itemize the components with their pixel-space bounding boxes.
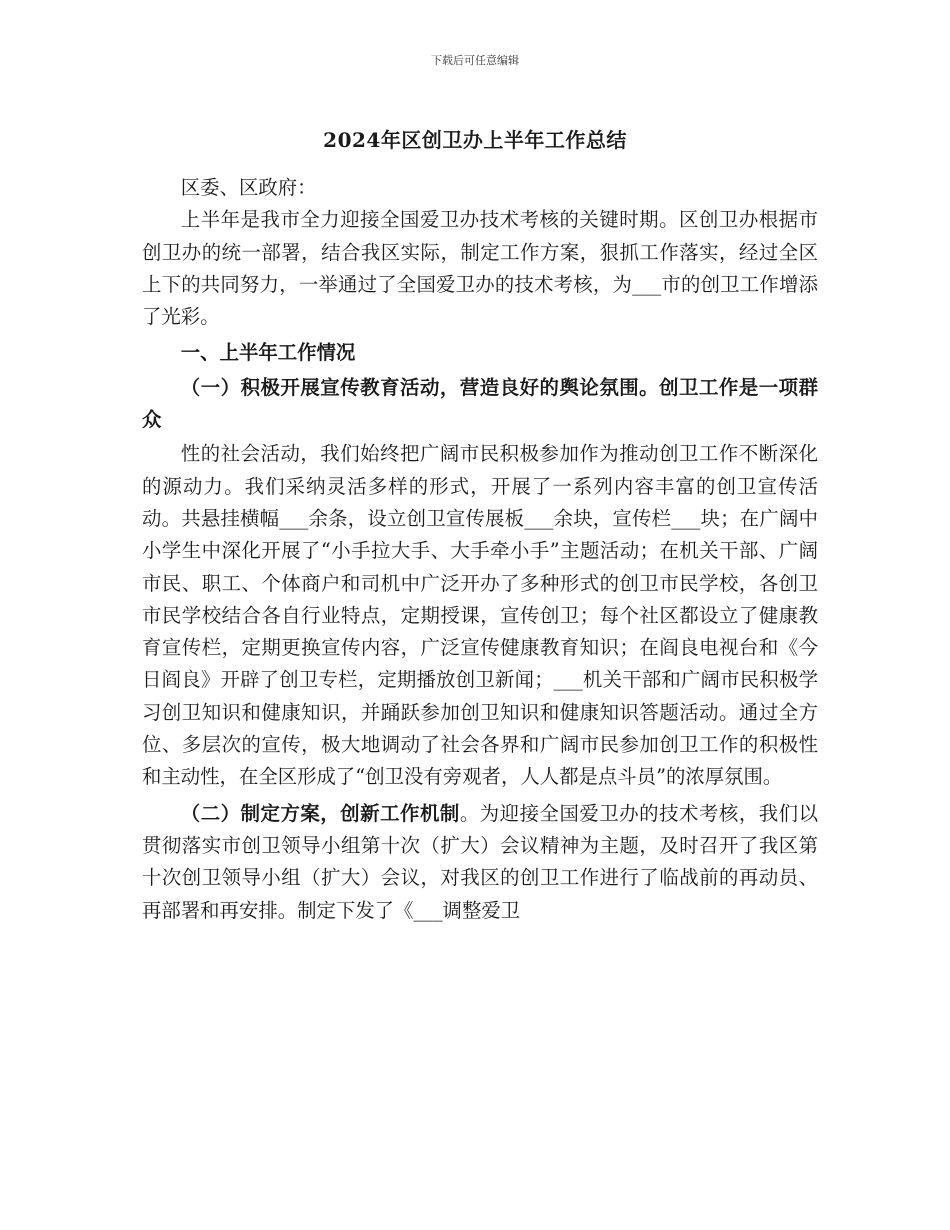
subsection-body-1: 性的社会活动，我们始终把广阔市民积极参加作为推动创卫工作不断深化的源动力。我们采纳灵活多样的形式，开展了一系列内容丰富的创卫宣传活动。共悬挂横幅___余条，设立创卫宣传展板___余块，宣传栏___块；在广阔中小学生中深化开展了“小手拉大手、大手牵小手”主题活动；在机关干部、广阔市民、职工、个体商户和司机中广泛开办了多种形式的创卫市民学校，各创卫市民学校结合各自行业特点，定期授课，宣传创卫；每个社区都设立了健康教育宣传栏，定期更换宣传内容，广泛宣传健康教育知识；在阎良电视台和《今日阎良》开辟了创卫专栏，定期播放创卫新闻；___机关干部和广阔市民积极学习创卫知识和健康知识，并踊跃参加创卫知识和健康知识答题活动。通过全方位、多层次的宣传，极大地调动了社会各界和广阔市民参加创卫工作的积极性和主动性，在全区形成了“创卫没有旁观者，人人都是点斗员”的浓厚氛围。 [142, 442, 818, 789]
subsection-paragraph-2 [142, 798, 818, 927]
salutation: 区委、区政府： [180, 176, 317, 199]
document-body [142, 172, 818, 927]
document-title: 2024年区创卫办上半年工作总结 [323, 128, 627, 152]
intro-paragraph: 上半年是我市全力迎接全国爱卫办技术考核的关键时期。区创卫办根据市创卫办的统一部署，结合我区实际，制定工作方案，狠抓工作落实，经过全区上下的共同努力，一举通过了全国爱卫办的技术考核，为___市的创卫工作增添了光彩。 [142, 208, 818, 329]
header-note: 下载后可任意编辑 [431, 54, 519, 67]
subsection-heading-2: （二）制定方案，创新工作机制 [180, 801, 460, 825]
section-heading-1: 一、上半年工作情况 [180, 341, 356, 365]
subsection-body-2: 。为迎接全国爱卫办的技术考核，我们以贯彻落实市创卫领导小组第十次（扩大）会议精神为主题，及时召开了我区第十次创卫领导小组（扩大）会议，对我区的创卫工作进行了临战前的再动员、再部署和再安排。制定下发了《___调整爱卫 [142, 801, 819, 922]
subsection-heading-1: （一）积极开展宣传教育活动，营造良好的舆论氛围。创卫工作是一项群众 [142, 375, 818, 432]
